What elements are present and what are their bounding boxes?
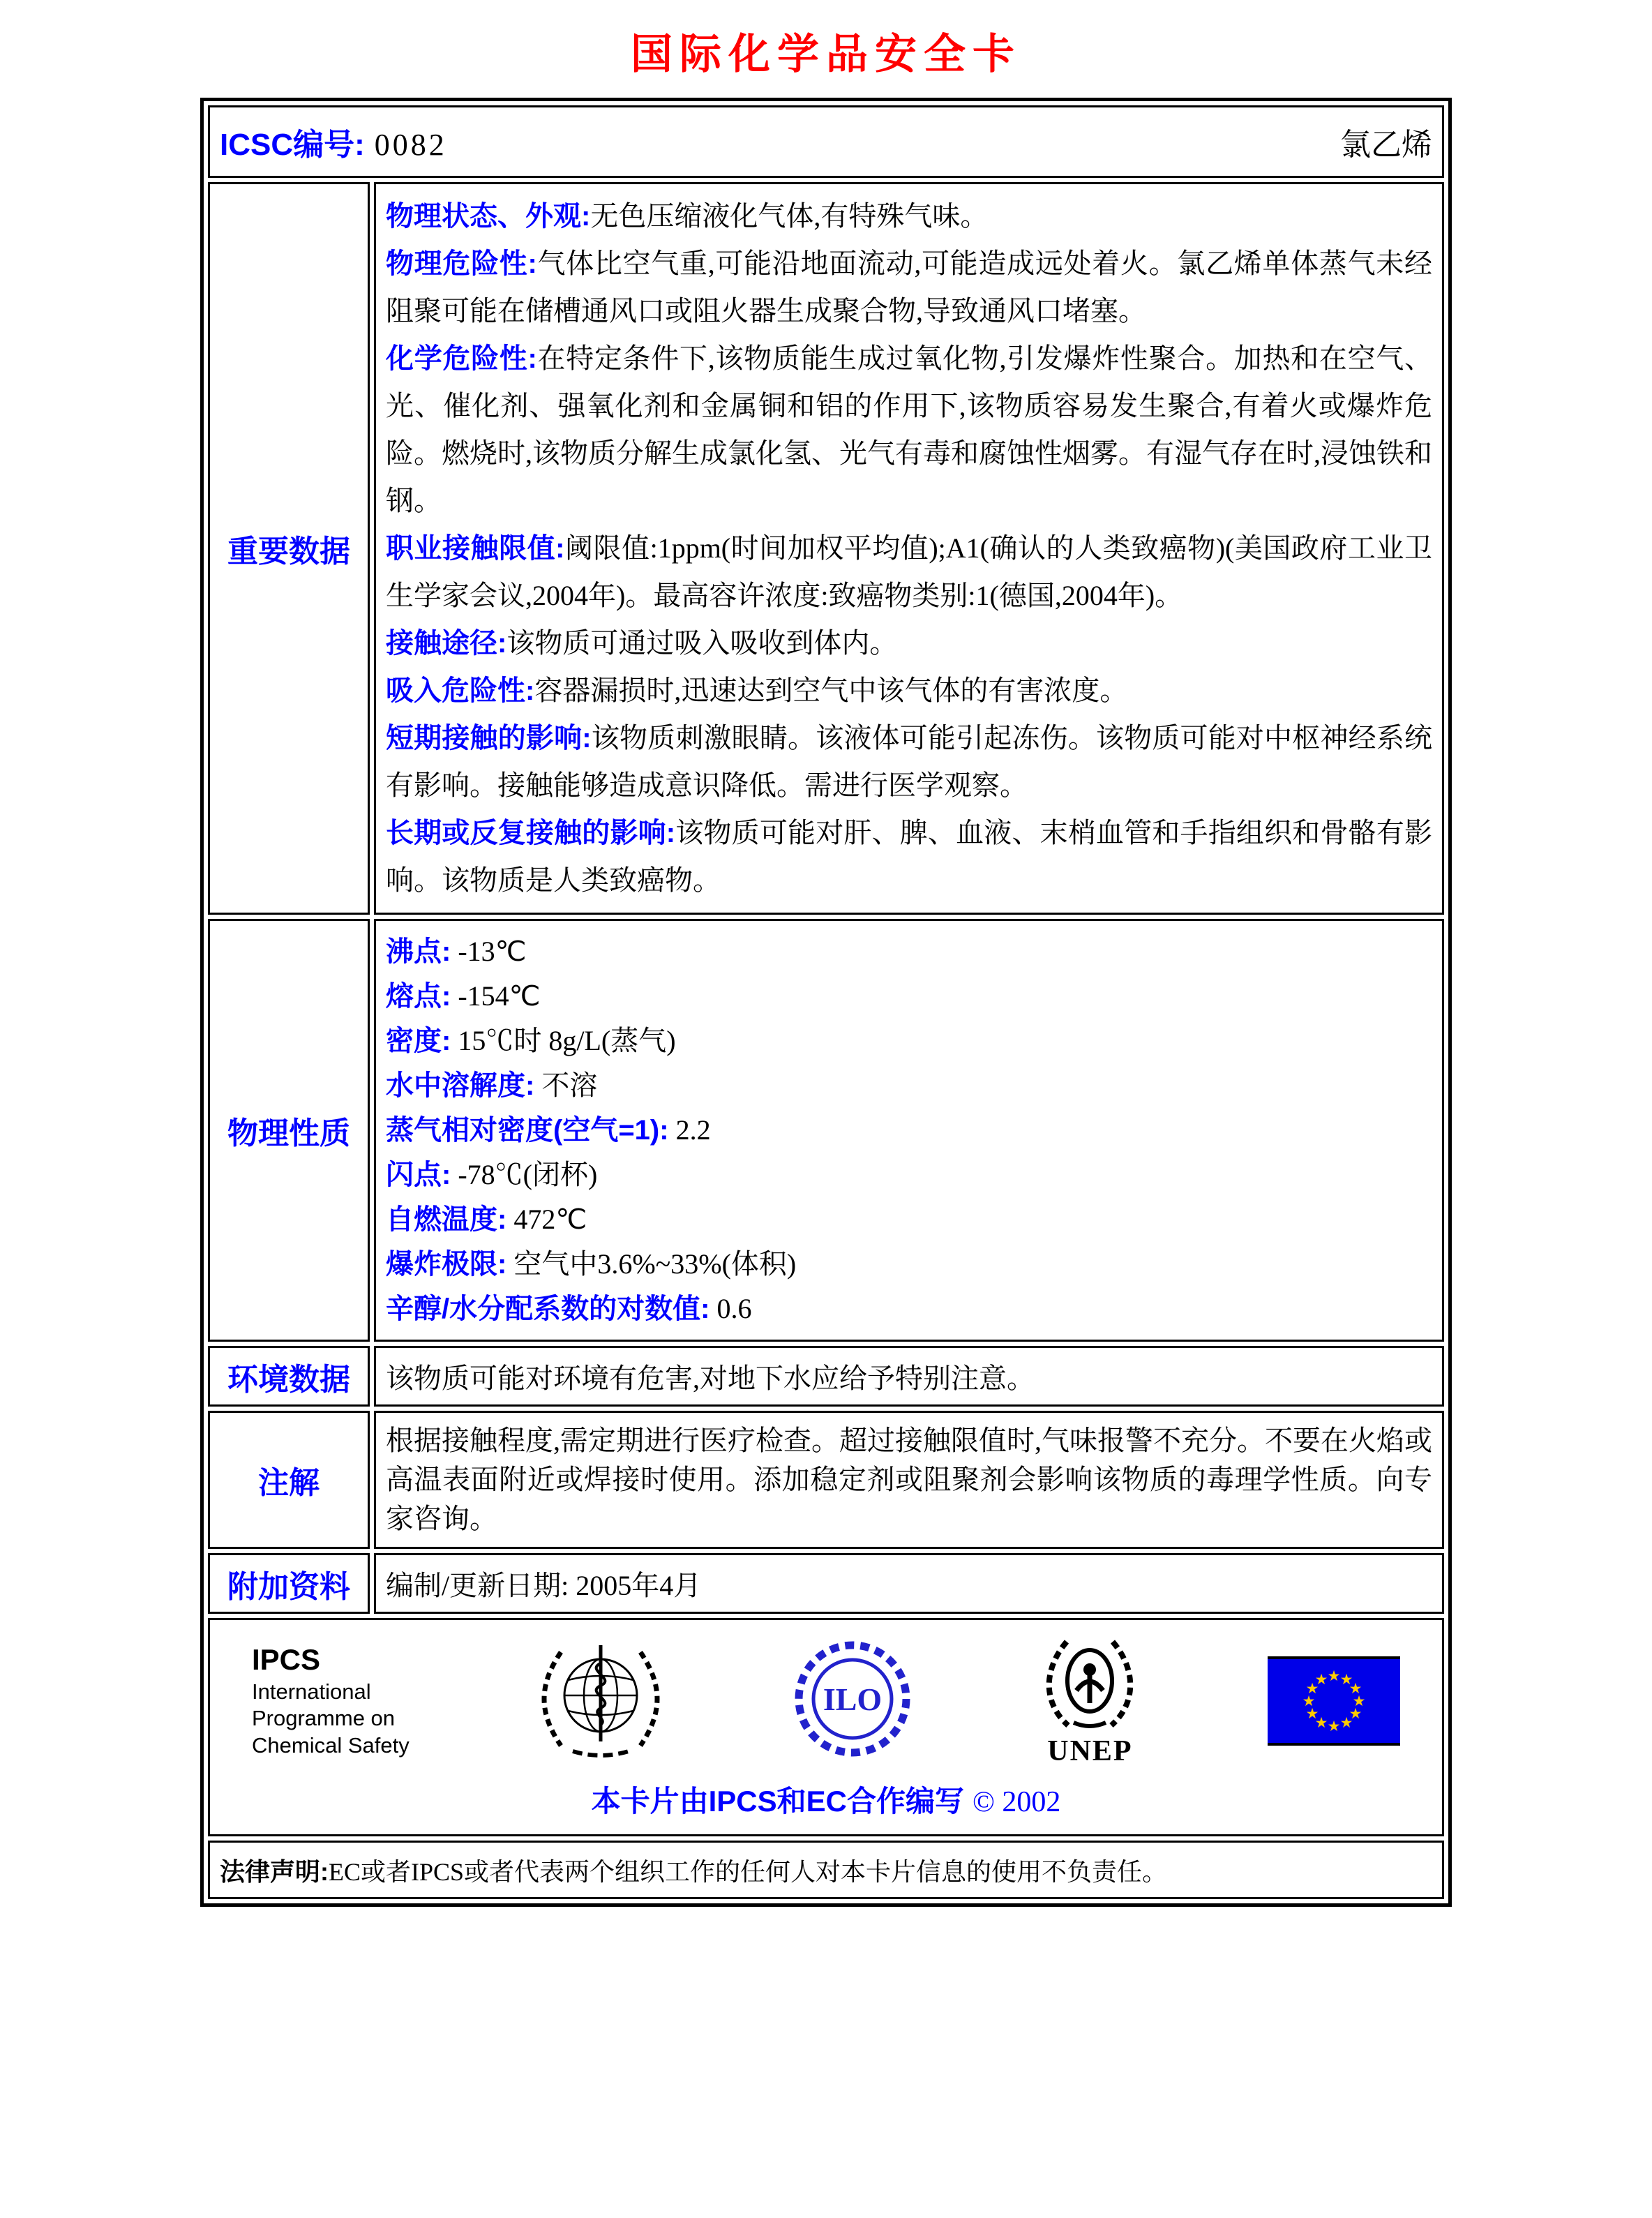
physical-property-item: 自燃温度: 472℃ xyxy=(386,1204,587,1235)
additional-info-content: 编制/更新日期: 2005年4月 xyxy=(374,1553,1444,1614)
section-label-important-data: 重要数据 xyxy=(208,182,370,915)
section-label-additional-info: 附加资料 xyxy=(208,1553,370,1614)
eu-flag-icon xyxy=(1268,1656,1400,1746)
physical-properties-row xyxy=(208,919,1444,1342)
svg-text:★: ★ xyxy=(1352,1692,1366,1709)
icsc-number-label: ICSC编号: xyxy=(220,128,365,162)
legal-statement xyxy=(208,1841,1444,1899)
legal-text: EC或者IPCS或者代表两个组织工作的任何人对本卡片信息的使用不负责任。 xyxy=(329,1857,1168,1886)
unep-logo-block xyxy=(1037,1633,1142,1768)
svg-text:★: ★ xyxy=(1327,1667,1341,1684)
icsc-number-value: 0082 xyxy=(374,128,447,162)
physical-property-item: 熔点: -154℃ xyxy=(386,980,541,1012)
ilo-logo-icon xyxy=(793,1639,913,1762)
physical-property-item: 沸点: -13℃ xyxy=(386,936,527,967)
physical-property-item: 密度: 15℃时 8g/L(蒸气) xyxy=(386,1025,676,1056)
svg-text:★: ★ xyxy=(1305,1679,1319,1697)
important-data-item: 化学危险性:在特定条件下,该物质能生成过氧化物,引发爆炸性聚合。加热和在空气、光、催化剂、强氧化剂和金属铜和铝的作用下,该物质容易发生聚合,有着火或爆炸危险。燃烧时,该物质分解生成氯化氢、光气有毒和腐蚀性烟雾。有湿气存在时,浸蚀铁和钢。 xyxy=(386,343,1433,516)
physical-property-item: 水中溶解度: 不溶 xyxy=(386,1070,598,1101)
ipcs-acronym: IPCS xyxy=(252,1643,321,1677)
unep-wordmark: UNEP xyxy=(1047,1735,1133,1767)
svg-text:★: ★ xyxy=(1349,1679,1362,1697)
important-data-content xyxy=(374,182,1444,915)
important-data-item: 物理状态、外观:无色压缩液化气体,有特殊气味。 xyxy=(386,200,989,232)
cooperation-caption: 本卡片由IPCS和EC合作编写 © 2002 xyxy=(591,1785,1061,1818)
who-logo-icon xyxy=(534,1633,667,1769)
legal-label: 法律声明: xyxy=(220,1857,329,1886)
svg-text:★: ★ xyxy=(1339,1714,1353,1731)
svg-text:★: ★ xyxy=(1314,1670,1328,1688)
physical-properties-content xyxy=(374,919,1444,1342)
page-title: 国际化学品安全卡 xyxy=(631,31,1021,77)
section-label-environmental-data: 环境数据 xyxy=(208,1346,370,1407)
important-data-item: 接触途径:该物质可通过吸入吸收到体内。 xyxy=(386,627,898,659)
header-row xyxy=(208,105,1444,178)
icsc-number-group xyxy=(220,119,447,164)
chemical-name: 氯乙烯 xyxy=(1340,128,1432,162)
important-data-row xyxy=(208,182,1444,915)
additional-info-row xyxy=(208,1553,1444,1614)
physical-property-item: 辛醇/水分配系数的对数值: 0.6 xyxy=(386,1293,752,1324)
svg-text:★: ★ xyxy=(1339,1670,1353,1688)
svg-text:★: ★ xyxy=(1302,1692,1316,1709)
svg-text:★: ★ xyxy=(1349,1704,1362,1722)
notes-row xyxy=(208,1411,1444,1549)
svg-text:★: ★ xyxy=(1314,1714,1328,1731)
physical-property-item: 闪点: -78℃(闭杯) xyxy=(386,1159,598,1190)
important-data-item: 职业接触限值:阈限值:1ppm(时间加权平均值);A1(确认的人类致癌物)(美国政府工业卫生学家会议,2004年)。最高容许浓度:致癌物类别:1(德国,2004年)。 xyxy=(386,532,1433,611)
section-label-physical-properties: 物理性质 xyxy=(208,919,370,1342)
important-data-item: 短期接触的影响:该物质刺激眼睛。该液体可能引起冻伤。该物质可能对中枢神经系统有影响。接触能够造成意识降低。需进行医学观察。 xyxy=(386,722,1433,801)
important-data-item: 长期或反复接触的影响:该物质可能对肝、脾、血液、末梢血管和手指组织和骨骼有影响。该物质是人类致癌物。 xyxy=(386,817,1432,896)
notes-content: 根据接触程度,需定期进行医疗检查。超过接触限值时,气味报警不充分。不要在火焰或高温表面附近或焊接时使用。添加稳定剂或阻聚剂会影响该物质的毒理学性质。向专家咨询。 xyxy=(374,1411,1444,1549)
environmental-data-content: 该物质可能对环境有危害,对地下水应给予特别注意。 xyxy=(374,1346,1444,1407)
logos-row xyxy=(208,1618,1444,1836)
physical-property-item: 爆炸极限: 空气中3.6%~33%(体积) xyxy=(386,1248,797,1280)
svg-text:★: ★ xyxy=(1305,1704,1319,1722)
svg-text:ILO: ILO xyxy=(823,1681,883,1717)
ipcs-text-block: IPCS International Programme on Chemical Safety xyxy=(252,1643,410,1758)
svg-text:★: ★ xyxy=(1327,1717,1341,1734)
legal-row xyxy=(208,1841,1444,1899)
icsc-card-table xyxy=(200,98,1452,1907)
section-label-notes: 注解 xyxy=(208,1411,370,1549)
physical-property-item: 蒸气相对密度(空气=1): 2.2 xyxy=(386,1114,711,1146)
important-data-item: 吸入危险性:容器漏损时,迅速达到空气中该气体的有害浓度。 xyxy=(386,675,1128,706)
important-data-item: 物理危险性:气体比空气重,可能沿地面流动,可能造成远处着火。氯乙烯单体蒸气未经阻聚可能在储槽通风口或阻火器生成聚合物,导致通风口堵塞。 xyxy=(386,248,1433,327)
environmental-data-row xyxy=(208,1346,1444,1407)
organization-logos xyxy=(231,1633,1421,1769)
